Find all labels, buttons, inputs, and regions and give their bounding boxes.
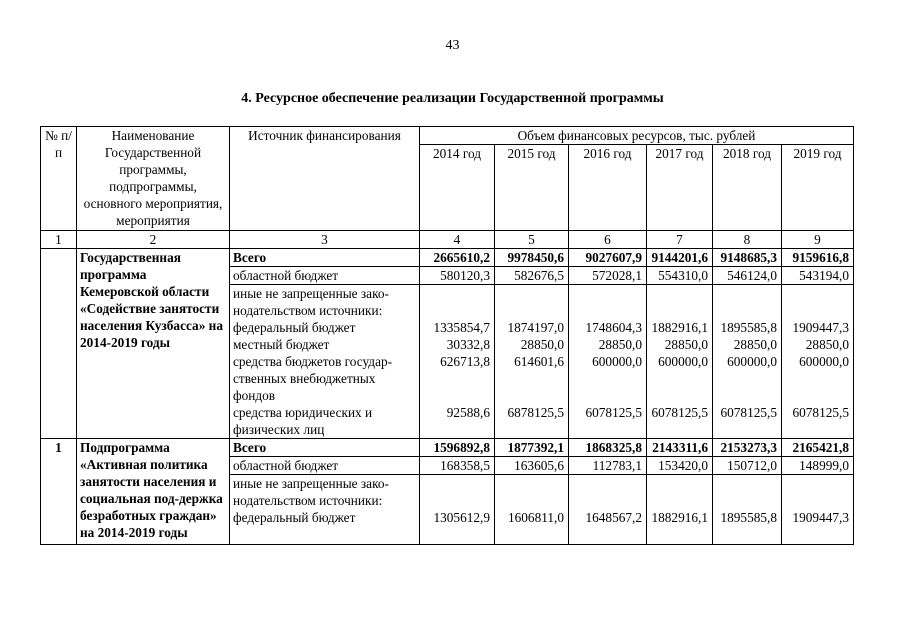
value-cell: 554310,0 [647, 267, 713, 285]
value-cell: 580120,3 [420, 267, 495, 285]
value-cell: 148999,0 [782, 457, 854, 475]
value-cell: 6078125,5 [792, 405, 849, 420]
value-cell: 1895585,8 [720, 320, 777, 335]
source-label: иные не запрещенные зако- [233, 286, 389, 301]
source-label: иные не запрещенные зако- [233, 476, 389, 491]
value-cell: 6078125,5 [720, 405, 777, 420]
value-cell: 9144201,6 [647, 249, 713, 267]
column-number: 8 [713, 231, 782, 249]
source-labels [230, 475, 420, 545]
source-label: нодательством источники: [233, 493, 383, 508]
value-column [495, 285, 569, 439]
year-header: 2019 год [782, 145, 854, 231]
value-cell: 150712,0 [713, 457, 782, 475]
value-cell: 1874197,0 [507, 320, 564, 335]
value-cell: 6078125,5 [651, 405, 708, 420]
column-number: 6 [569, 231, 647, 249]
value-cell: 168358,5 [420, 457, 495, 475]
value-cell: 2665610,2 [420, 249, 495, 267]
value-cell: 9148685,3 [713, 249, 782, 267]
source-label: средства бюджетов государ- [233, 354, 393, 369]
value-cell: 1909447,3 [792, 320, 849, 335]
value-cell: 600000,0 [592, 354, 642, 369]
source-label: средства юридических и [233, 405, 373, 420]
program-number [41, 249, 77, 439]
subprogram-total-row [41, 439, 854, 457]
value-cell: 9027607,9 [569, 249, 647, 267]
column-number: 4 [420, 231, 495, 249]
value-cell: 600000,0 [658, 354, 708, 369]
value-column [569, 285, 647, 439]
value-column [495, 475, 569, 545]
value-cell: 30332,8 [446, 337, 490, 352]
value-cell: 1648567,2 [585, 510, 642, 525]
subprogram-name: Подпрограмма «Активная политика занятости населения и социальная под-держка безработных граждан» на 2014-2019 годы [77, 439, 230, 545]
value-cell: 28850,0 [598, 337, 642, 352]
program-total-row [41, 249, 854, 267]
value-column [713, 285, 782, 439]
header-row [41, 127, 854, 145]
source-labels [230, 285, 420, 439]
value-cell: 1335854,7 [433, 320, 490, 335]
column-number: 2 [77, 231, 230, 249]
source-label: нодательством источники: [233, 303, 383, 318]
value-cell: 1596892,8 [420, 439, 495, 457]
value-cell: 1305612,9 [433, 510, 490, 525]
year-header: 2017 год [647, 145, 713, 231]
column-number: 9 [782, 231, 854, 249]
value-cell: 2143311,6 [647, 439, 713, 457]
column-number-row [41, 231, 854, 249]
value-cell: 6078125,5 [585, 405, 642, 420]
value-cell: 1882916,1 [651, 320, 708, 335]
value-cell: 28850,0 [733, 337, 777, 352]
value-cell: 1877392,1 [495, 439, 569, 457]
value-cell: 1868325,8 [569, 439, 647, 457]
value-column [782, 475, 854, 545]
header-volume: Объем финансовых ресурсов, тыс. рублей [420, 127, 854, 145]
value-cell: 2153273,3 [713, 439, 782, 457]
value-cell: 163605,6 [495, 457, 569, 475]
page-number: 43 [445, 38, 460, 53]
source-label: федеральный бюджет [233, 510, 356, 525]
value-cell: 600000,0 [799, 354, 849, 369]
value-cell: 28850,0 [520, 337, 564, 352]
value-cell: 92588,6 [446, 405, 490, 420]
year-header: 2015 год [495, 145, 569, 231]
source-label: Всего [230, 439, 420, 457]
value-cell: 546124,0 [713, 267, 782, 285]
value-cell: 1882916,1 [651, 510, 708, 525]
section-title: 4. Ресурсное обеспечение реализации Государственной программы [241, 91, 664, 106]
value-column [782, 285, 854, 439]
value-column [569, 475, 647, 545]
value-cell: 600000,0 [727, 354, 777, 369]
source-label: ственных внебюджетных [233, 371, 376, 386]
header-source: Источник финансирования [230, 127, 420, 231]
value-cell: 6878125,5 [507, 405, 564, 420]
value-column [647, 475, 713, 545]
source-label: местный бюджет [233, 337, 330, 352]
value-cell: 1606811,0 [507, 510, 564, 525]
value-column [647, 285, 713, 439]
column-number: 1 [41, 231, 77, 249]
value-cell: 614601,6 [514, 354, 564, 369]
year-header: 2018 год [713, 145, 782, 231]
source-label: физических лиц [233, 422, 325, 437]
year-header: 2014 год [420, 145, 495, 231]
value-cell: 543194,0 [782, 267, 854, 285]
value-cell: 2165421,8 [782, 439, 854, 457]
header-name: Наименование Государственной программы, подпрограммы, основного мероприятия, мероприятия [77, 127, 230, 231]
column-number: 5 [495, 231, 569, 249]
value-cell: 112783,1 [569, 457, 647, 475]
value-cell: 582676,5 [495, 267, 569, 285]
value-column [420, 285, 495, 439]
value-cell: 9978450,6 [495, 249, 569, 267]
value-cell: 9159616,8 [782, 249, 854, 267]
value-cell: 572028,1 [569, 267, 647, 285]
source-label: областной бюджет [230, 457, 420, 475]
value-cell: 626713,8 [440, 354, 490, 369]
financial-resources-table [40, 126, 854, 545]
program-name: Государственная программа Кемеровской области «Содействие занятости населения Кузбасса» на 2014-2019 годы [77, 249, 230, 439]
source-label: областной бюджет [230, 267, 420, 285]
value-cell: 153420,0 [647, 457, 713, 475]
year-header: 2016 год [569, 145, 647, 231]
value-cell: 1909447,3 [792, 510, 849, 525]
value-cell: 28850,0 [805, 337, 849, 352]
column-number: 3 [230, 231, 420, 249]
value-cell: 1895585,8 [720, 510, 777, 525]
header-number: № п/п [41, 127, 77, 231]
column-number: 7 [647, 231, 713, 249]
source-label: Всего [230, 249, 420, 267]
value-cell: 1748604,3 [585, 320, 642, 335]
value-column [420, 475, 495, 545]
source-label: фондов [233, 388, 276, 403]
value-column [713, 475, 782, 545]
value-cell: 28850,0 [664, 337, 708, 352]
source-label: федеральный бюджет [233, 320, 356, 335]
subprogram-number: 1 [41, 439, 77, 545]
